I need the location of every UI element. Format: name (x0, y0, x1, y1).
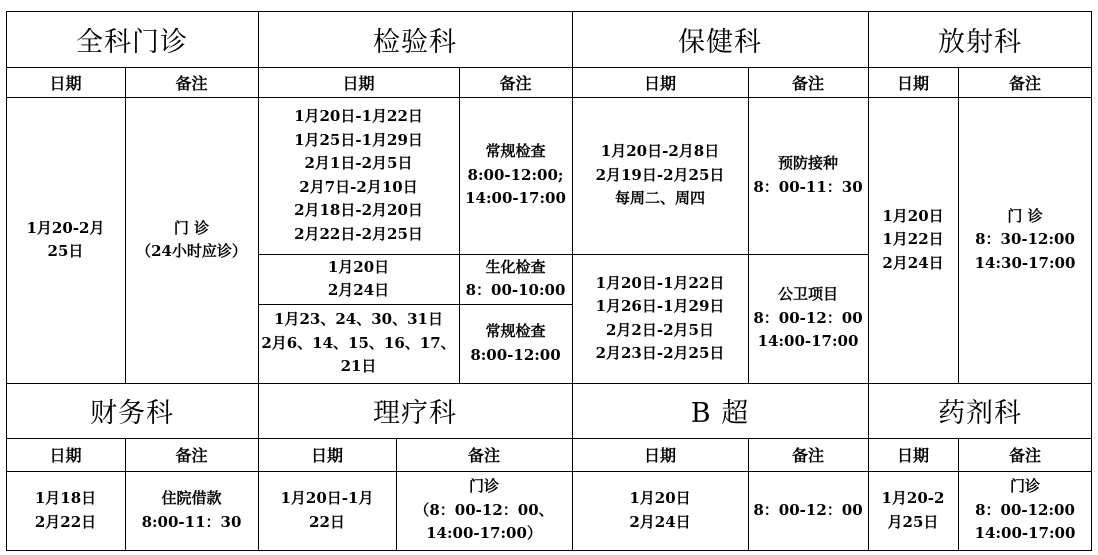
dept-title-finance: 财务科 (90, 398, 174, 429)
header-date: 日期 (342, 73, 375, 93)
grid-line (125, 438, 126, 551)
radiology-date: 1月20日 1月22日 2月24日 (882, 206, 944, 272)
grid-line (868, 11, 869, 551)
radiology-note: 门 诊 8：30-12:00 14:30-17:00 (974, 206, 1076, 272)
grid-line (396, 438, 397, 551)
dept-title-radiology: 放射科 (938, 26, 1022, 58)
health-date-1: 1月20日-2月8日 2月19日-2月25日 每周二、周四 (595, 142, 725, 208)
table-border (6, 11, 7, 551)
grid-line (958, 438, 959, 551)
header-date: 日期 (896, 73, 929, 93)
header-date: 日期 (896, 446, 929, 465)
header-date: 日期 (49, 73, 82, 93)
health-date-2: 1月20日-1月22日 1月26日-1月29日 2月2日-2月5日 2月23日-2月25日 (595, 273, 725, 362)
grid-line (6, 383, 1092, 384)
header-note: 备注 (791, 73, 824, 93)
grid-line (6, 97, 1092, 98)
grid-line (258, 304, 572, 305)
table-border (6, 11, 1092, 12)
header-note: 备注 (175, 73, 208, 93)
physio-note: 门诊 （8：00-12：00、 14:00-17:00） (414, 477, 554, 543)
header-note: 备注 (1008, 446, 1041, 465)
dept-title-physio: 理疗科 (373, 398, 457, 429)
grid-line (748, 438, 749, 551)
physio-date: 1月20日-1月 22日 (280, 489, 374, 531)
header-note: 备注 (467, 446, 500, 465)
lab-note-1: 常规检查 8:00-12:00; 14:00-17:00 (465, 142, 566, 208)
table-border (1091, 11, 1092, 551)
grid-line (459, 67, 460, 383)
dept-title-health: 保健科 (678, 26, 762, 58)
lab-date-3: 1月23、24、30、31日 2月6、14、15、16、17、 21日 (261, 310, 456, 376)
grid-line (748, 67, 749, 383)
header-date: 日期 (310, 446, 343, 465)
header-date: 日期 (49, 446, 82, 465)
pharmacy-note: 门诊 8：00-12:00 14:00-17:00 (974, 477, 1076, 543)
header-date: 日期 (643, 446, 676, 465)
table-border (6, 550, 1092, 551)
grid-line (572, 11, 573, 551)
dept-title-pharmacy: 药剂科 (938, 398, 1022, 429)
outpatient-date: 1月20-2月 25日 (26, 218, 105, 260)
grid-line (6, 438, 1092, 439)
grid-line (6, 67, 1092, 68)
finance-note: 住院借款 8:00-11：30 (141, 489, 242, 531)
bultra-note: 8：00-12：00 (753, 500, 863, 519)
lab-date-1: 1月20日-1月22日 1月25日-1月29日 2月1日-2月5日 2月7日-2月10日 2月18日-2月20日 2月22日-2月25日 (294, 107, 423, 243)
header-note: 备注 (499, 73, 532, 93)
grid-line (6, 471, 1092, 472)
dept-title-outpatient: 全科门诊 (76, 26, 188, 58)
header-note: 备注 (1008, 73, 1041, 93)
header-date: 日期 (643, 73, 676, 93)
lab-note-3: 常规检查 8:00-12:00 (470, 322, 561, 364)
grid-line (258, 11, 259, 551)
dept-title-lab: 检验科 (373, 26, 457, 58)
pharmacy-date: 1月20-2 月25日 (881, 489, 945, 531)
outpatient-note: 门 诊 （24小时应诊） (136, 218, 247, 260)
health-note-1: 预防接种 8：00-11：30 (753, 154, 863, 196)
health-note-2: 公卫项目 8：00-12：00 14:00-17:00 (753, 285, 863, 351)
dept-title-bultra: B 超 (690, 398, 750, 429)
grid-line (958, 67, 959, 383)
grid-line (125, 67, 126, 383)
header-note: 备注 (175, 446, 208, 465)
finance-date: 1月18日 2月22日 (34, 489, 97, 531)
lab-note-2: 生化检查 8：00-10:00 (465, 257, 566, 299)
bultra-date: 1月20日 2月24日 (629, 489, 691, 531)
grid-line (258, 254, 868, 255)
header-note: 备注 (791, 446, 824, 465)
lab-date-2: 1月20日 2月24日 (327, 257, 390, 299)
